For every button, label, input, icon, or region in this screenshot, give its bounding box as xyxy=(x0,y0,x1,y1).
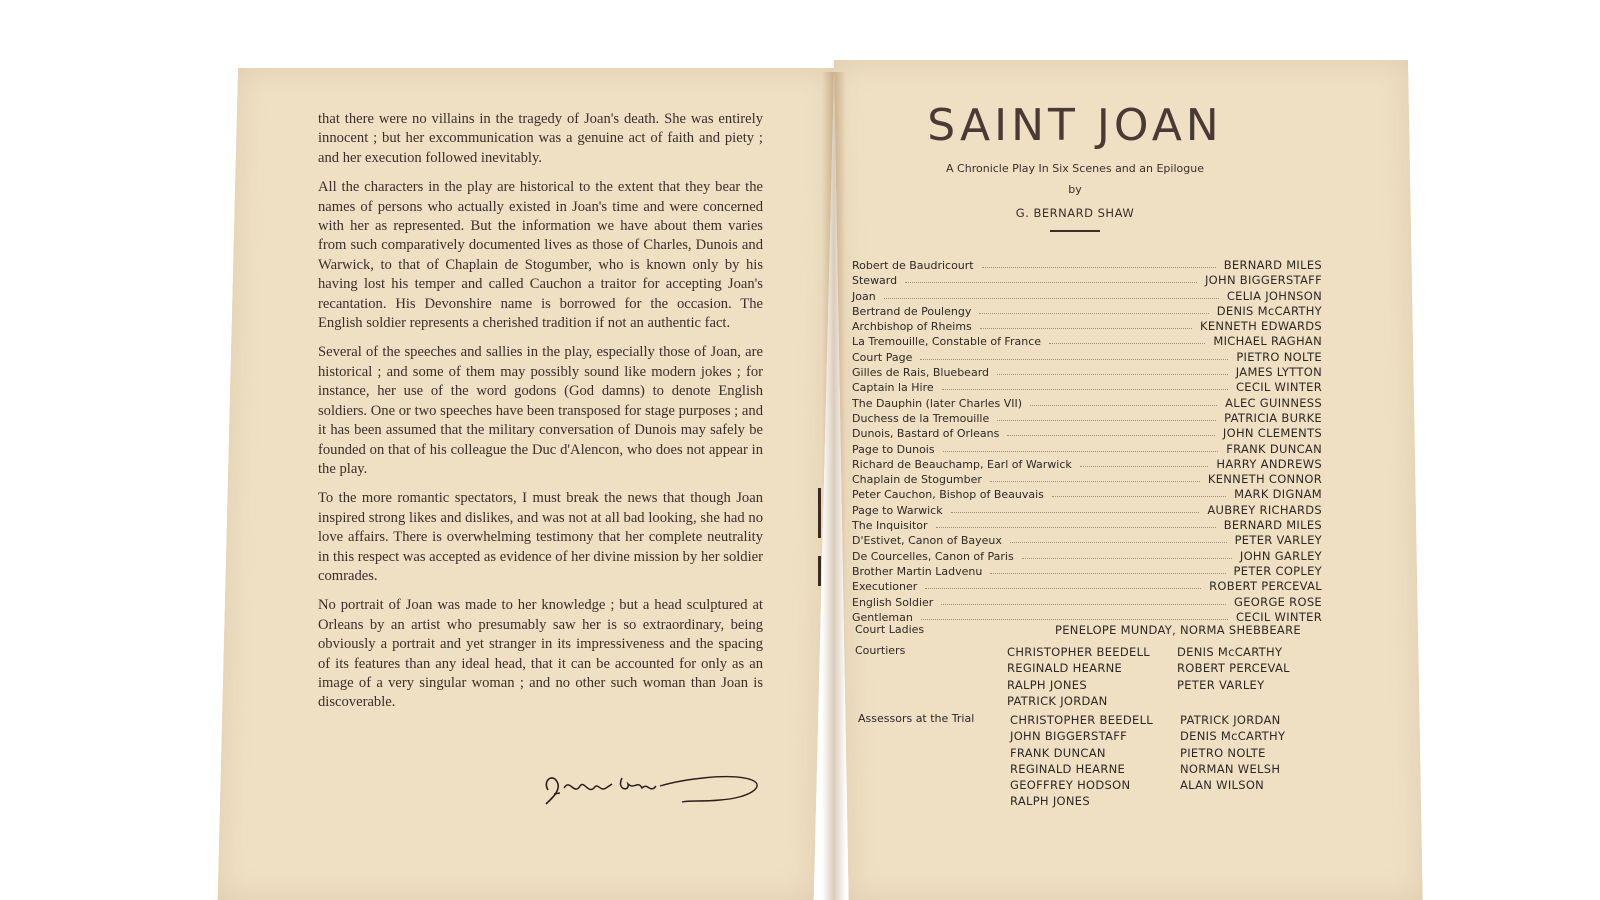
essay-paragraph: To the more romantic spectators, I must break the news that though Joan inspired strong likes and dislikes, and was not at all bad looking, she had no love affairs. There is overwhelming testimony that her complete neutrality in this respect was accepted as evidence of her divine mission by her soldier comrades. xyxy=(318,490,763,584)
cast-actor: ROBERT PERCEVAL xyxy=(1209,579,1322,594)
essay-text xyxy=(318,110,763,723)
essay-paragraph: All the characters in the play are historical to the extent that they bear the names of persons who actually existed in Joan's time and were concerned with her as represented. But the information we have about them varies from such comparatively documented lives as those of Charles, Dunois and Warwick, to that of Chaplain de Stogumber, who is known only by his having lost his temper and called Cauchon a traitor for accepting Joan's recantation. His Devonshire name is borrowed for the occasion. The English soldier represents a cherished tradition if not an authentic fact. xyxy=(318,179,763,332)
leader-dots xyxy=(982,267,1216,268)
cast-role: D'Estivet, Canon of Bayeux xyxy=(852,534,1002,548)
essay-paragraph: that there were no villains in the tragedy of Joan's death. She was entirely innocent ; but her excommunication was a genuine act of faith and piety ; and her execution followed inevitably. xyxy=(318,111,763,166)
cast-row xyxy=(852,304,1322,319)
play-author: G. BERNARD SHAW xyxy=(1015,206,1135,220)
assessors-column xyxy=(1010,712,1153,810)
binding-stitch xyxy=(818,556,821,586)
cast-role: Page to Warwick xyxy=(852,503,943,517)
courtier-name: PETER VARLEY xyxy=(1177,677,1265,692)
cast-row xyxy=(852,472,1322,487)
leader-dots xyxy=(941,604,1226,605)
cast-actor: JOHN BIGGERSTAFF xyxy=(1204,273,1322,288)
cast-role: English Soldier xyxy=(852,595,934,609)
cast-row xyxy=(852,289,1322,304)
cast-row xyxy=(852,533,1322,548)
cast-actor: AUBREY RICHARDS xyxy=(1207,502,1322,517)
binding-stitch xyxy=(818,488,821,538)
cast-role: Steward xyxy=(852,274,898,288)
leader-dots xyxy=(997,420,1216,421)
group-label: Assessors at the Trial xyxy=(858,712,975,725)
cast-row xyxy=(852,350,1322,365)
cast-role: Gilles de Rais, Bluebeard xyxy=(852,366,990,380)
cast-actor: PIETRO NOLTE xyxy=(1236,349,1322,364)
assessor-name: FRANK DUNCAN xyxy=(1010,745,1106,760)
cast-actor: DENIS McCARTHY xyxy=(1216,303,1322,318)
cast-row xyxy=(852,426,1322,441)
leader-dots xyxy=(1049,343,1205,344)
cast-role: Executioner xyxy=(852,580,918,594)
courtiers-column xyxy=(1007,644,1150,709)
assessor-name: DENIS McCARTHY xyxy=(1180,729,1286,744)
leader-dots xyxy=(979,313,1209,314)
cast-role: The Dauphin (later Charles VII) xyxy=(852,396,1023,410)
title-block xyxy=(920,100,1230,232)
assessor-name: GEOFFREY HODSON xyxy=(1010,778,1131,793)
assessor-name: PATRICK JORDAN xyxy=(1180,713,1281,727)
leader-dots xyxy=(951,512,1199,513)
leader-dots xyxy=(1052,496,1226,497)
cast-role: Chaplain de Stogumber xyxy=(852,473,982,487)
cast-row xyxy=(852,442,1322,457)
cast-role: Gentleman xyxy=(852,610,913,624)
cast-actor: JAMES LYTTON xyxy=(1235,365,1322,380)
cast-row xyxy=(852,549,1322,564)
leader-dots xyxy=(884,298,1219,299)
courtier-name: DENIS McCARTHY xyxy=(1177,645,1283,659)
cast-role: De Courcelles, Canon of Paris xyxy=(852,549,1014,563)
cast-actor: BERNARD MILES xyxy=(1223,518,1322,533)
courtier-name: RALPH JONES xyxy=(1007,677,1087,692)
assessor-name: CHRISTOPHER BEEDELL xyxy=(1010,713,1153,727)
court-ladies-row xyxy=(855,623,1325,641)
cast-row xyxy=(852,380,1322,395)
assessor-name: RALPH JONES xyxy=(1010,794,1090,809)
leader-dots xyxy=(980,328,1192,329)
courtier-name: ROBERT PERCEVAL xyxy=(1177,661,1290,676)
cast-actor: KENNETH CONNOR xyxy=(1207,472,1322,487)
courtier-name: PATRICK JORDAN xyxy=(1007,693,1108,708)
cast-row xyxy=(852,319,1322,334)
assessor-name: PIETRO NOLTE xyxy=(1180,745,1266,760)
courtier-name: CHRISTOPHER BEEDELL xyxy=(1007,645,1150,659)
cast-actor: KENNETH EDWARDS xyxy=(1200,319,1322,334)
assessors-group xyxy=(858,712,1328,812)
leader-dots xyxy=(990,481,1200,482)
leader-dots xyxy=(1030,405,1217,406)
leader-dots xyxy=(943,451,1218,452)
play-subtitle: A Chronicle Play In Six Scenes and an Epilogue xyxy=(946,162,1204,175)
courtiers-column xyxy=(1177,644,1290,693)
cast-actor: MARK DIGNAM xyxy=(1234,487,1322,502)
cast-actor: JOHN GARLEY xyxy=(1239,548,1322,563)
book-gutter xyxy=(822,72,846,900)
essay-paragraph: Several of the speeches and sallies in the play, especially those of Joan, are historical ; and some of them may possibly sound like modern jokes ; for instance, her use of the word godons (God damns) to denote English soldiers. One or two speeches have been transposed for stage purposes ; and it has been assumed that the military conversation of Dunois may safely be founded on that of his colleague the Duc d'Alencon, who does not appear in the play. xyxy=(318,344,763,477)
signature-icon xyxy=(540,760,780,820)
cast-row xyxy=(852,457,1322,472)
cast-actor: PENELOPE MUNDAY, NORMA SHEBBEARE xyxy=(1055,623,1301,637)
cast-row xyxy=(852,579,1322,594)
cast-role: Bertrand de Poulengy xyxy=(852,304,972,318)
leader-dots xyxy=(997,374,1228,375)
group-label: Courtiers xyxy=(855,644,906,657)
cast-row xyxy=(852,564,1322,579)
cast-actor: CECIL WINTER xyxy=(1235,380,1322,395)
essay-paragraph: No portrait of Joan was made to her knowledge ; but a head sculptured at Orleans by an artist who presumably saw her is so extraordinary, being obviously a portrait and yet stranger in its impressiveness and the spacing of its features than any ideal head, that it can be accounted for only as an image of a very singular woman ; and no other such woman than Joan is discoverable. xyxy=(318,597,763,711)
leader-dots xyxy=(925,588,1201,589)
play-title: SAINT JOAN xyxy=(927,100,1223,151)
cast-row xyxy=(852,334,1322,349)
cast-actor: FRANK DUNCAN xyxy=(1226,441,1322,456)
assessors-column xyxy=(1180,712,1285,793)
cast-actor: PETER VARLEY xyxy=(1234,533,1322,548)
cast-row xyxy=(852,518,1322,533)
cast-role: Court Page xyxy=(852,350,913,364)
leader-dots xyxy=(905,282,1197,283)
leader-dots xyxy=(920,359,1228,360)
leader-dots xyxy=(1080,466,1208,467)
cast-row xyxy=(852,273,1322,288)
cast-actor: CELIA JOHNSON xyxy=(1226,288,1322,303)
cast-row xyxy=(852,411,1322,426)
cast-actor: MICHAEL RAGHAN xyxy=(1213,334,1322,349)
cast-role: Richard de Beauchamp, Earl of Warwick xyxy=(852,457,1072,471)
cast-actor: ALEC GUINNESS xyxy=(1225,395,1322,410)
cast-actor: BERNARD MILES xyxy=(1223,258,1322,272)
cast-actor: CECIL WINTER xyxy=(1235,609,1322,624)
title-rule xyxy=(1050,230,1100,232)
leader-dots xyxy=(1007,435,1215,436)
cast-actor: PATRICIA BURKE xyxy=(1224,410,1322,425)
leader-dots xyxy=(990,573,1226,574)
cast-role: Joan xyxy=(852,289,876,303)
cast-role: Captain la Hire xyxy=(852,381,934,395)
cast-role: Duchess de la Tremouille xyxy=(852,411,990,425)
cast-role: Dunois, Bastard of Orleans xyxy=(852,427,1000,441)
leader-dots xyxy=(936,527,1216,528)
cast-row xyxy=(852,487,1322,502)
leader-dots xyxy=(921,619,1228,620)
courtiers-group xyxy=(855,644,1325,714)
cast-role: The Inquisitor xyxy=(852,519,928,533)
cast-list xyxy=(852,258,1322,625)
cast-row xyxy=(852,503,1322,518)
assessor-name: NORMAN WELSH xyxy=(1180,761,1281,776)
cast-role: Peter Cauchon, Bishop of Beauvais xyxy=(852,488,1044,502)
leader-dots xyxy=(1010,542,1227,543)
leader-dots xyxy=(1022,558,1232,559)
cast-actor: GEORGE ROSE xyxy=(1234,594,1322,609)
assessor-name: ALAN WILSON xyxy=(1180,778,1265,793)
cast-role: Page to Dunois xyxy=(852,442,935,456)
cast-row xyxy=(852,365,1322,380)
cast-role: Archbishop of Rheims xyxy=(852,320,972,334)
cast-actor: PETER COPLEY xyxy=(1233,563,1322,578)
cast-row xyxy=(852,595,1322,610)
byline-by: by xyxy=(1068,183,1082,196)
cast-role: Robert de Baudricourt xyxy=(852,259,974,272)
assessor-name: JOHN BIGGERSTAFF xyxy=(1010,729,1128,744)
cast-role: Brother Martin Ladvenu xyxy=(852,564,983,578)
assessor-name: REGINALD HEARNE xyxy=(1010,761,1126,776)
courtier-name: REGINALD HEARNE xyxy=(1007,661,1123,676)
cast-row xyxy=(852,396,1322,411)
leader-dots xyxy=(942,389,1228,390)
cast-role: La Tremouille, Constable of France xyxy=(852,335,1042,349)
cast-role: Court Ladies xyxy=(855,623,925,636)
cast-actor: HARRY ANDREWS xyxy=(1216,456,1322,471)
author-signature xyxy=(540,760,780,820)
cast-row xyxy=(852,258,1322,273)
cast-actor: JOHN CLEMENTS xyxy=(1222,426,1322,441)
